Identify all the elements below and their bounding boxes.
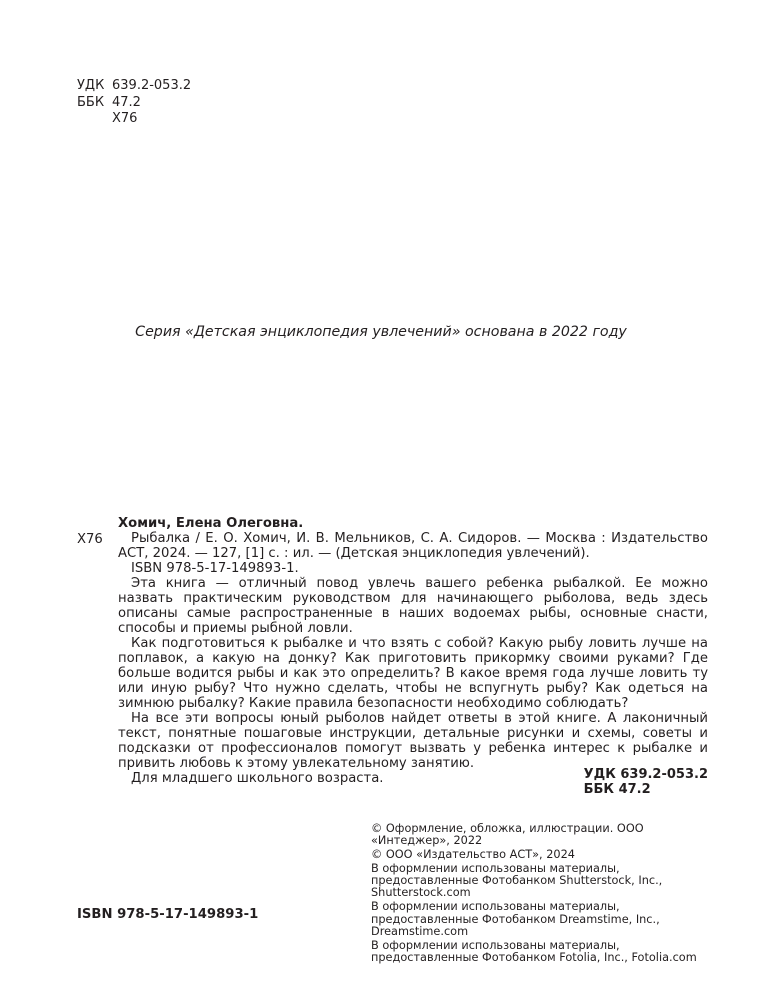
- catalog-cutter: Х76: [77, 532, 103, 547]
- photobank-credit: В оформлении использованы материалы, предоставленные Фотобанком Shutterstock, Inc., Shutterstock.com: [371, 861, 663, 900]
- catalog-isbn: ISBN 978-5-17-149893-1.: [131, 561, 299, 576]
- annotation-paragraph: Для младшего школьного возраста.: [131, 771, 384, 786]
- udk-row: [77, 78, 191, 95]
- bbk-value: 47.2: [112, 94, 141, 110]
- catalog-udk: УДК 639.2-053.2: [583, 767, 708, 782]
- annotation-paragraph: На все эти вопросы юный рыболов найдет ответы в этой книге. А лаконичный текст, понятные пошаговые инструкции, детальные рисунки и схемы, советы и подсказки от профессионалов помогут вызвать у ребенка интерес к рыбалке и привить любовь к этому увлекательному занятию.: [118, 711, 708, 771]
- photobank-credit: В оформлении использованы материалы, предоставленные Фотобанком Fotolia, Inc., Fotolia.com: [371, 938, 697, 964]
- catalog-bbk: ББК 47.2: [583, 782, 651, 797]
- catalog-title: Рыбалка / Е. О. Хомич, И. В. Мельников, С. А. Сидоров. — Москва : Издательство АСТ, 2024. — 127, [1] с. : ил. — (Детская энциклопедия увлечений).: [118, 531, 708, 561]
- classification-block: [77, 78, 191, 128]
- annotation-paragraph: Эта книга — отличный повод увлечь вашего ребенка рыбалкой. Ее можно назвать практическим руководством для начинающего рыболова, ведь здесь описаны самые распространенные в наших водоемах рыбы, основные снасти, способы и приемы рыбной ловли.: [118, 576, 708, 636]
- isbn-bottom: ISBN 978-5-17-149893-1: [77, 907, 259, 922]
- catalog-entry: [118, 516, 708, 786]
- udk-value: 639.2-053.2: [112, 78, 192, 93]
- catalog-author: Хомич, Елена Олеговна.: [118, 516, 304, 531]
- photobank-credit: В оформлении использованы материалы, предоставленные Фотобанком Dreamstime, Inc., Dreamstime.com: [371, 900, 660, 938]
- bbk-label: ББК: [77, 94, 105, 110]
- cutter-code: Х76: [112, 111, 138, 126]
- series-note: Серия «Детская энциклопедия увлечений» основана в 2022 году: [135, 324, 627, 340]
- copyright-line: © ООО «Издательство АСТ», 2024: [371, 848, 575, 862]
- catalog-codes: [584, 767, 708, 797]
- udk-label: УДК: [77, 78, 105, 93]
- copyright-line: © Оформление, обложка, иллюстрации. ООО «Интеджер», 2022: [371, 822, 644, 848]
- cutter-row: [77, 111, 191, 128]
- annotation-paragraph: Как подготовиться к рыбалке и что взять с собой? Какую рыбу ловить лучше на поплавок, а какую на донку? Как приготовить прикормку своими руками? Где больше водится рыбы и как это определить? В какое время года лучше ловить ту или иную рыбу? Что нужно сделать, чтобы не вспугнуть рыбу? Как одеться на зимнюю рыбалку? Какие правила безопасности необходимо соблюдать?: [118, 636, 708, 711]
- copyright-block: [371, 823, 701, 966]
- bbk-row: [77, 95, 191, 112]
